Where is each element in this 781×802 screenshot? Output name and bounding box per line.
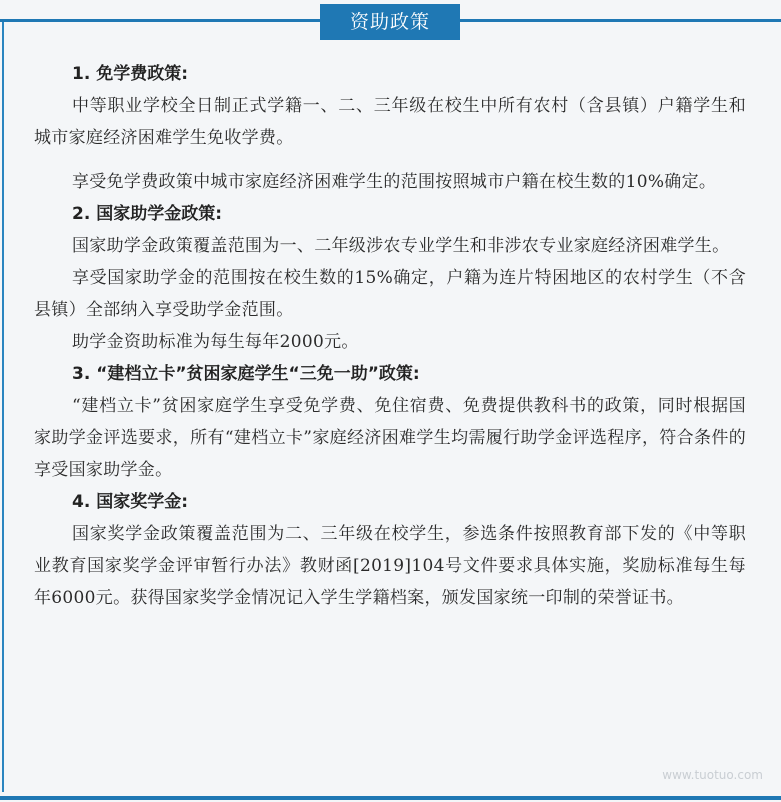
paragraph: 享受国家助学金的范围按在校生数的15%确定，户籍为连片特困地区的农村学生（不含县镇）全部纳入享受助学金范围。 (34, 268, 746, 320)
spacer (34, 154, 746, 166)
paragraph: 国家助学金政策覆盖范围为一、二年级涉农专业学生和非涉农专业家庭经济困难学生。 (72, 236, 730, 256)
section-heading: 1. 免学费政策: (72, 64, 189, 84)
paragraph: 助学金资助标准为每生每年2000元。 (72, 332, 359, 352)
paragraph: 享受免学费政策中城市家庭经济困难学生的范围按照城市户籍在校生数的10%确定。 (72, 172, 717, 192)
header-rule-right (460, 19, 781, 22)
policy-content (34, 58, 746, 614)
paragraph: 国家奖学金政策覆盖范围为二、三年级在校学生，参选条件按照教育部下发的《中等职业教育国家奖学金评审暂行办法》教财函[2019]104号文件要求具体实施，奖励标准每生每年6000元。获得国家奖学金情况记入学生学籍档案，颁发国家统一印制的荣誉证书。 (34, 524, 746, 608)
paragraph: “建档立卡”贫困家庭学生享受免学费、免住宿费、免费提供教科书的政策，同时根据国家助学金评选要求，所有“建档立卡”家庭经济困难学生均需履行助学金评选程序，符合条件的享受国家助学金。 (34, 396, 746, 480)
header-rule-left (0, 19, 320, 22)
section-title: 资助政策 (320, 4, 460, 40)
paragraph: 中等职业学校全日制正式学籍一、二、三年级在校生中所有农村（含县镇）户籍学生和城市家庭经济困难学生免收学费。 (34, 96, 746, 148)
section-heading: 2. 国家助学金政策: (72, 204, 223, 224)
panel-left-border (2, 22, 4, 792)
section-heading: 4. 国家奖学金: (72, 492, 189, 512)
watermark: www.tuotuo.com (662, 768, 763, 782)
section-heading: 3. “建档立卡”贫困家庭学生“三免一助”政策: (72, 364, 420, 384)
footer-rule (0, 796, 781, 800)
